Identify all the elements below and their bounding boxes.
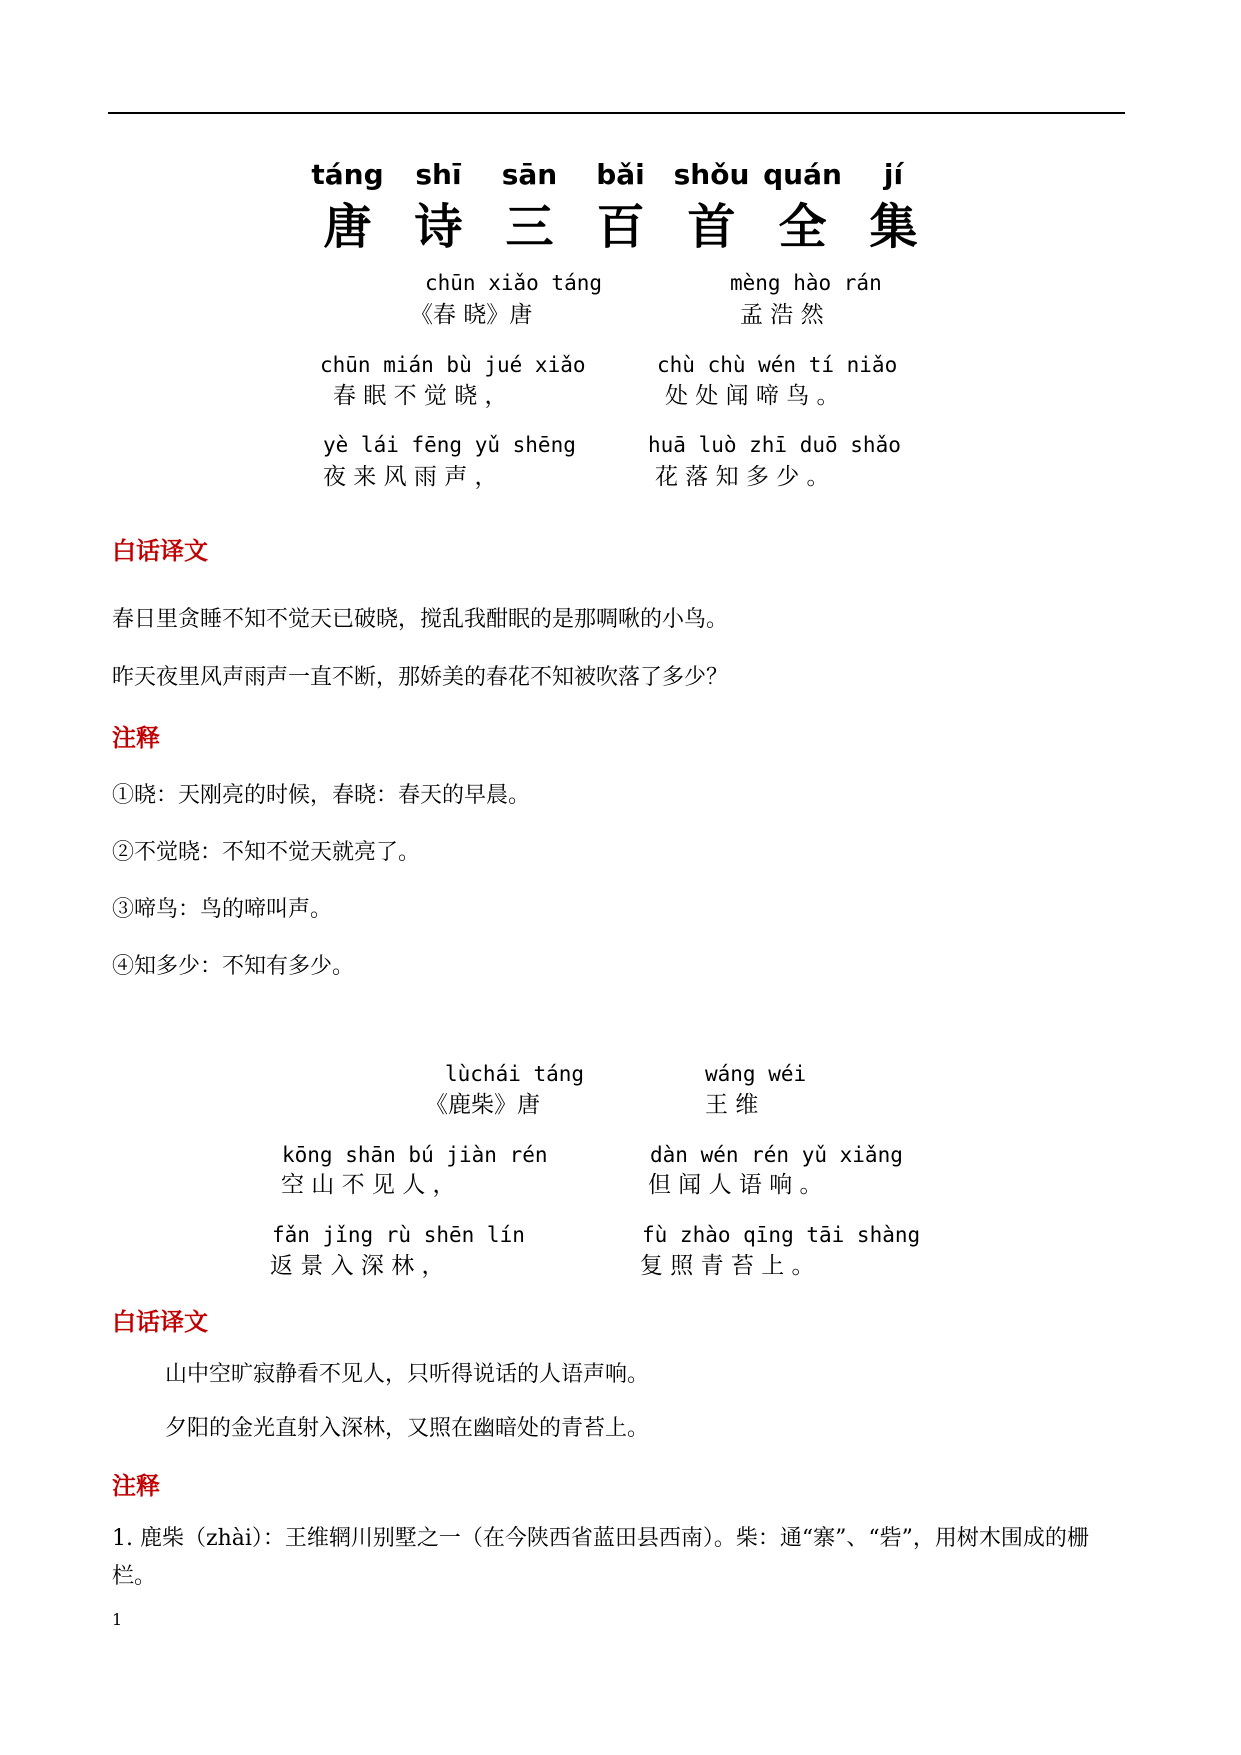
page-title xyxy=(0,188,1241,257)
title-pinyin-char: jí xyxy=(883,158,904,191)
poem2-author: 王 维 xyxy=(705,1092,759,1118)
poem1-translation-line: 昨天夜里风声雨声一直不断，那娇美的春花不知被吹落了多少？ xyxy=(112,665,729,690)
poem2-line1b: 但 闻 人 语 响 。 xyxy=(648,1172,823,1198)
poem2-notes-heading: 注释 xyxy=(112,1472,160,1500)
poem2-line2b-pinyin: fù zhào qīng tāi shàng xyxy=(642,1223,921,1247)
poem2-line1a-pinyin: kōng shān bú jiàn rén xyxy=(282,1143,548,1167)
poem1-translation-line: 春日里贪睡不知不觉天已破晓，搅乱我酣眠的是那啁啾的小鸟。 xyxy=(112,607,729,632)
poem1-line1a: 春 眠 不 觉 晓 ， xyxy=(333,383,508,409)
title-pinyin xyxy=(0,158,1241,191)
poem2-line2b: 复 照 青 苔 上 。 xyxy=(640,1253,815,1279)
title-char: 百 xyxy=(596,199,645,255)
poem1-note: ③啼鸟：鸟的啼叫声。 xyxy=(112,897,333,922)
poem2-line2a-pinyin: fǎn jǐng rù shēn lín xyxy=(272,1223,525,1247)
poem2-translation-heading: 白话译文 xyxy=(112,1308,208,1336)
title-pinyin-char: sān xyxy=(501,158,558,191)
poem2-note: 1. 鹿柴（zhài）：王维辋川别墅之一（在今陕西省蓝田县西南）。柴：通“寨”、“砦”，用树木围成的栅栏。 xyxy=(112,1526,1089,1589)
poem1-note: ①晓：天刚亮的时候，春晓：春天的早晨。 xyxy=(112,783,531,808)
poem2-line1b-pinyin: dàn wén rén yǔ xiǎng xyxy=(650,1143,903,1167)
poem1-note: ②不觉晓：不知不觉天就亮了。 xyxy=(112,840,421,865)
poem2-line2a: 返 景 入 深 林 ， xyxy=(270,1253,445,1279)
poem1-line2b: 花 落 知 多 少 。 xyxy=(655,464,830,490)
title-char: 诗 xyxy=(414,199,463,255)
title-pinyin-char: shī xyxy=(415,158,462,191)
poem1-line1b: 处 处 闻 啼 鸟 。 xyxy=(665,383,840,409)
poem1-note: ④知多少：不知有多少。 xyxy=(112,954,355,979)
title-pinyin-char: bǎi xyxy=(596,158,645,191)
poem2-translation-line: 夕阳的金光直射入深林，又照在幽暗处的青苔上。 xyxy=(165,1416,650,1441)
poem1-line1a-pinyin: chūn mián bù jué xiǎo xyxy=(320,353,586,377)
poem1-author-pinyin: mèng hào rán xyxy=(730,271,882,295)
page-number: 1 xyxy=(112,1610,123,1629)
poem1-notes-heading: 注释 xyxy=(112,724,160,752)
title-char: 唐 xyxy=(323,199,372,255)
poem2-line1a: 空 山 不 见 人 ， xyxy=(281,1172,456,1198)
poem2-title: 《鹿柴》唐 xyxy=(425,1092,540,1118)
poem1-author: 孟 浩 然 xyxy=(740,302,824,328)
title-char: 三 xyxy=(505,199,554,255)
title-char: 全 xyxy=(778,199,827,255)
poem1-translation-heading: 白话译文 xyxy=(112,537,208,565)
poem2-author-pinyin: wáng wéi xyxy=(705,1062,807,1086)
poem2-title-pinyin: lùchái táng xyxy=(445,1062,585,1086)
poem1-line2a-pinyin: yè lái fēng yǔ shēng xyxy=(323,433,576,457)
title-pinyin-char: quán xyxy=(763,158,842,191)
poem1-title-pinyin: chūn xiǎo táng xyxy=(425,271,603,295)
poem1-line2a: 夜 来 风 雨 声 ， xyxy=(323,464,498,490)
header-rule xyxy=(108,112,1125,114)
title-pinyin-char: táng xyxy=(311,158,384,191)
poem1-title: 《春 晓》唐 xyxy=(410,302,533,328)
title-pinyin-char: shǒu xyxy=(673,158,750,191)
title-char: 集 xyxy=(869,199,918,255)
title-char: 首 xyxy=(687,199,736,255)
poem2-translation-line: 山中空旷寂静看不见人，只听得说话的人语声响。 xyxy=(165,1362,650,1387)
poem1-line1b-pinyin: chù chù wén tí niǎo xyxy=(657,353,898,377)
poem1-line2b-pinyin: huā luò zhī duō shǎo xyxy=(648,433,901,457)
